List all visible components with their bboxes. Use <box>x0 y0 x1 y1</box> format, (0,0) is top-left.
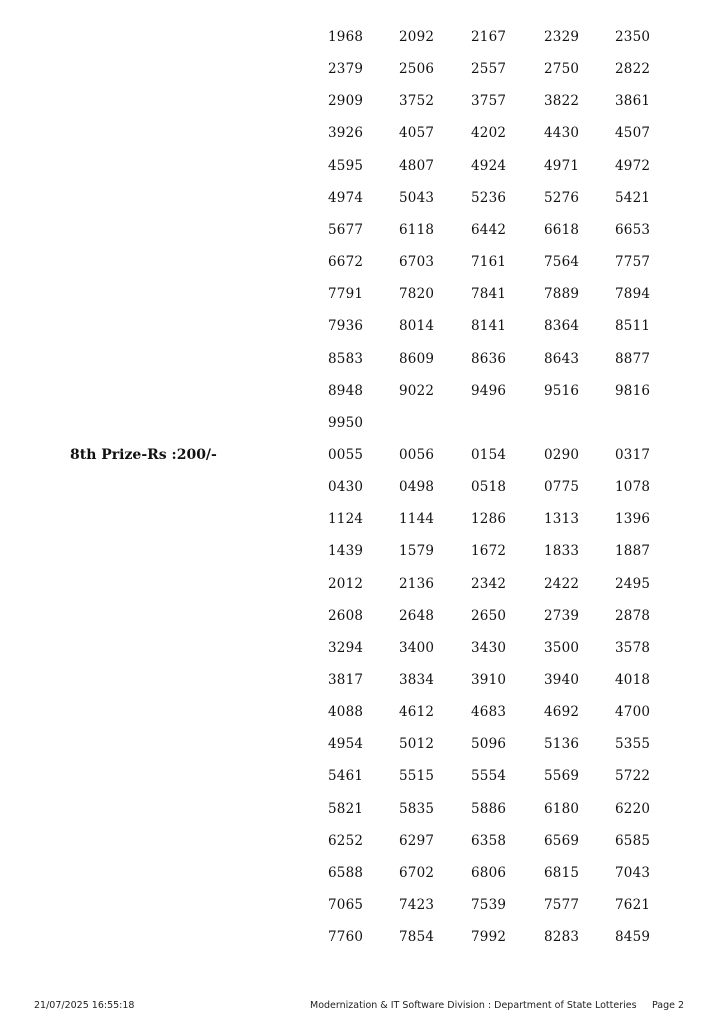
ticket-number: 1833 <box>544 543 580 560</box>
ticket-number: 4057 <box>399 125 435 142</box>
ticket-number: 4018 <box>615 672 651 688</box>
ticket-number: 6358 <box>471 832 507 849</box>
ticket-number: 7757 <box>615 254 651 271</box>
ticket-number: 0290 <box>544 446 580 463</box>
ticket-number: 6815 <box>544 864 580 881</box>
ticket-number: 7992 <box>471 929 507 946</box>
ticket-number: 4924 <box>471 157 507 174</box>
ticket-number: 4954 <box>328 736 364 753</box>
ticket-number: 1313 <box>544 511 580 528</box>
ticket-number: 2608 <box>328 607 364 624</box>
ticket-number: 6118 <box>399 221 435 238</box>
ticket-number: 7577 <box>544 897 580 914</box>
ticket-number: 6653 <box>615 221 651 238</box>
table-row <box>0 576 724 594</box>
table-row <box>0 704 724 722</box>
ticket-number: 3822 <box>544 93 580 110</box>
ticket-number: 2557 <box>471 61 507 78</box>
ticket-number: 1124 <box>328 511 364 528</box>
ticket-number: 5461 <box>328 768 364 785</box>
ticket-number: 4971 <box>544 157 580 174</box>
ticket-number: 7854 <box>399 929 435 946</box>
ticket-number: 4612 <box>399 704 435 721</box>
ticket-number: 5421 <box>615 189 651 206</box>
table-row <box>0 222 724 240</box>
footer-division: Modernization & IT Software Division : Department of State Lotteries <box>310 1000 637 1011</box>
ticket-number: 4202 <box>471 125 507 142</box>
ticket-number: 7564 <box>544 254 580 271</box>
ticket-number: 0430 <box>328 479 364 496</box>
ticket-number: 1672 <box>471 543 507 560</box>
ticket-number: 5136 <box>544 736 580 753</box>
ticket-number: 3940 <box>544 672 580 688</box>
ticket-number: 7936 <box>328 318 364 335</box>
ticket-number: 6585 <box>615 832 651 849</box>
ticket-number: 3578 <box>615 639 651 656</box>
table-row <box>0 833 724 851</box>
ticket-number: 6618 <box>544 221 580 238</box>
table-row <box>0 801 724 819</box>
ticket-number: 3500 <box>544 639 580 656</box>
table-row <box>0 511 724 529</box>
ticket-number: 8014 <box>399 318 435 335</box>
ticket-number: 6252 <box>328 832 364 849</box>
ticket-number: 7791 <box>328 286 364 303</box>
ticket-number: 5012 <box>399 736 435 753</box>
ticket-number: 3757 <box>471 93 507 110</box>
ticket-number: 5043 <box>399 189 435 206</box>
ticket-number: 6806 <box>471 864 507 881</box>
ticket-number: 5096 <box>471 736 507 753</box>
table-row <box>0 929 724 947</box>
table-row <box>0 125 724 143</box>
ticket-number: 6297 <box>399 832 435 849</box>
ticket-number: 0056 <box>399 446 435 463</box>
table-row <box>0 286 724 304</box>
table-row <box>0 608 724 626</box>
ticket-number: 1579 <box>399 543 435 560</box>
ticket-number: 4807 <box>399 157 435 174</box>
ticket-number: 3294 <box>328 639 364 656</box>
ticket-number: 5276 <box>544 189 580 206</box>
ticket-number: 9496 <box>471 382 507 399</box>
table-row <box>0 190 724 208</box>
ticket-number: 2136 <box>399 575 435 592</box>
ticket-number: 3817 <box>328 672 364 688</box>
ticket-number: 8636 <box>471 350 507 367</box>
ticket-number: 5821 <box>328 800 364 817</box>
ticket-number: 2750 <box>544 61 580 78</box>
ticket-number: 7043 <box>615 864 651 881</box>
table-row <box>0 640 724 658</box>
ticket-number: 2379 <box>328 61 364 78</box>
table-row <box>0 383 724 401</box>
ticket-number: 2822 <box>615 61 651 78</box>
ticket-number: 3926 <box>328 125 364 142</box>
table-row <box>0 768 724 786</box>
ticket-number: 5569 <box>544 768 580 785</box>
ticket-number: 8459 <box>615 929 651 946</box>
ticket-number: 1887 <box>615 543 651 560</box>
ticket-number: 8583 <box>328 350 364 367</box>
ticket-number: 5835 <box>399 800 435 817</box>
ticket-number: 2422 <box>544 575 580 592</box>
table-row <box>0 93 724 111</box>
ticket-number: 4430 <box>544 125 580 142</box>
ticket-number: 0154 <box>471 446 507 463</box>
ticket-number: 6588 <box>328 864 364 881</box>
ticket-number: 9816 <box>615 382 651 399</box>
ticket-number: 5236 <box>471 189 507 206</box>
ticket-number: 2739 <box>544 607 580 624</box>
ticket-number: 8364 <box>544 318 580 335</box>
ticket-number: 2342 <box>471 575 507 592</box>
ticket-number: 7894 <box>615 286 651 303</box>
ticket-number: 0518 <box>471 479 507 496</box>
ticket-number: 4507 <box>615 125 651 142</box>
ticket-number: 4700 <box>615 704 651 721</box>
ticket-number: 3834 <box>399 672 435 688</box>
ticket-number: 2648 <box>399 607 435 624</box>
ticket-number: 5722 <box>615 768 651 785</box>
ticket-number: 8948 <box>328 382 364 399</box>
ticket-number: 5515 <box>399 768 435 785</box>
ticket-number: 2495 <box>615 575 651 592</box>
ticket-number: 7539 <box>471 897 507 914</box>
ticket-number: 1396 <box>615 511 651 528</box>
ticket-number: 2909 <box>328 93 364 110</box>
ticket-number: 0317 <box>615 446 651 463</box>
ticket-number: 1286 <box>471 511 507 528</box>
table-row <box>0 61 724 79</box>
ticket-number: 5355 <box>615 736 651 753</box>
table-row <box>0 318 724 336</box>
ticket-number: 3752 <box>399 93 435 110</box>
ticket-number: 4683 <box>471 704 507 721</box>
ticket-number: 8511 <box>615 318 651 335</box>
table-row <box>0 736 724 754</box>
ticket-number: 7820 <box>399 286 435 303</box>
ticket-number: 4974 <box>328 189 364 206</box>
ticket-number: 7841 <box>471 286 507 303</box>
ticket-number: 8141 <box>471 318 507 335</box>
prize-label: 8th Prize-Rs :200/- <box>70 446 217 463</box>
ticket-number: 0055 <box>328 446 364 463</box>
ticket-number: 6569 <box>544 832 580 849</box>
ticket-number: 7423 <box>399 897 435 914</box>
ticket-number: 2506 <box>399 61 435 78</box>
ticket-number: 6672 <box>328 254 364 271</box>
ticket-number: 2878 <box>615 607 651 624</box>
ticket-number: 7760 <box>328 929 364 946</box>
ticket-number: 3430 <box>471 639 507 656</box>
table-row <box>0 543 724 561</box>
ticket-number: 3861 <box>615 93 651 110</box>
ticket-number: 8643 <box>544 350 580 367</box>
ticket-number: 6702 <box>399 864 435 881</box>
ticket-number: 6442 <box>471 221 507 238</box>
ticket-number: 4595 <box>328 157 364 174</box>
table-row <box>0 351 724 369</box>
ticket-number: 4088 <box>328 704 364 721</box>
table-row <box>0 415 724 433</box>
ticket-number: 5886 <box>471 800 507 817</box>
table-row <box>0 865 724 883</box>
ticket-number: 9516 <box>544 382 580 399</box>
ticket-number: 1078 <box>615 479 651 496</box>
ticket-number: 6220 <box>615 800 651 817</box>
ticket-number: 8283 <box>544 929 580 946</box>
ticket-number: 7065 <box>328 897 364 914</box>
page-footer <box>0 1000 724 1014</box>
ticket-number: 2092 <box>399 29 435 45</box>
ticket-number: 9950 <box>328 414 364 431</box>
ticket-number: 2329 <box>544 29 580 45</box>
ticket-number: 7161 <box>471 254 507 271</box>
footer-timestamp: 21/07/2025 16:55:18 <box>34 1000 135 1011</box>
ticket-number: 5677 <box>328 221 364 238</box>
ticket-number: 1144 <box>399 511 435 528</box>
ticket-number: 9022 <box>399 382 435 399</box>
footer-page-number: Page 2 <box>652 1000 685 1011</box>
table-row <box>0 897 724 915</box>
ticket-number: 3910 <box>471 672 507 688</box>
ticket-number: 8609 <box>399 350 435 367</box>
table-row <box>0 254 724 272</box>
ticket-number: 1968 <box>328 29 364 45</box>
ticket-number: 1439 <box>328 543 364 560</box>
ticket-number: 0775 <box>544 479 580 496</box>
ticket-number: 5554 <box>471 768 507 785</box>
ticket-number: 3400 <box>399 639 435 656</box>
table-row <box>0 29 724 47</box>
ticket-number: 2012 <box>328 575 364 592</box>
table-row <box>0 479 724 497</box>
ticket-number: 2650 <box>471 607 507 624</box>
ticket-number: 6180 <box>544 800 580 817</box>
ticket-number: 2350 <box>615 29 651 45</box>
ticket-number: 7889 <box>544 286 580 303</box>
table-row <box>0 158 724 176</box>
ticket-number: 8877 <box>615 350 651 367</box>
ticket-number: 7621 <box>615 897 651 914</box>
ticket-number: 4692 <box>544 704 580 721</box>
ticket-number: 4972 <box>615 157 651 174</box>
ticket-number: 6703 <box>399 254 435 271</box>
ticket-number: 2167 <box>471 29 507 45</box>
table-row <box>0 672 724 690</box>
ticket-number: 0498 <box>399 479 435 496</box>
